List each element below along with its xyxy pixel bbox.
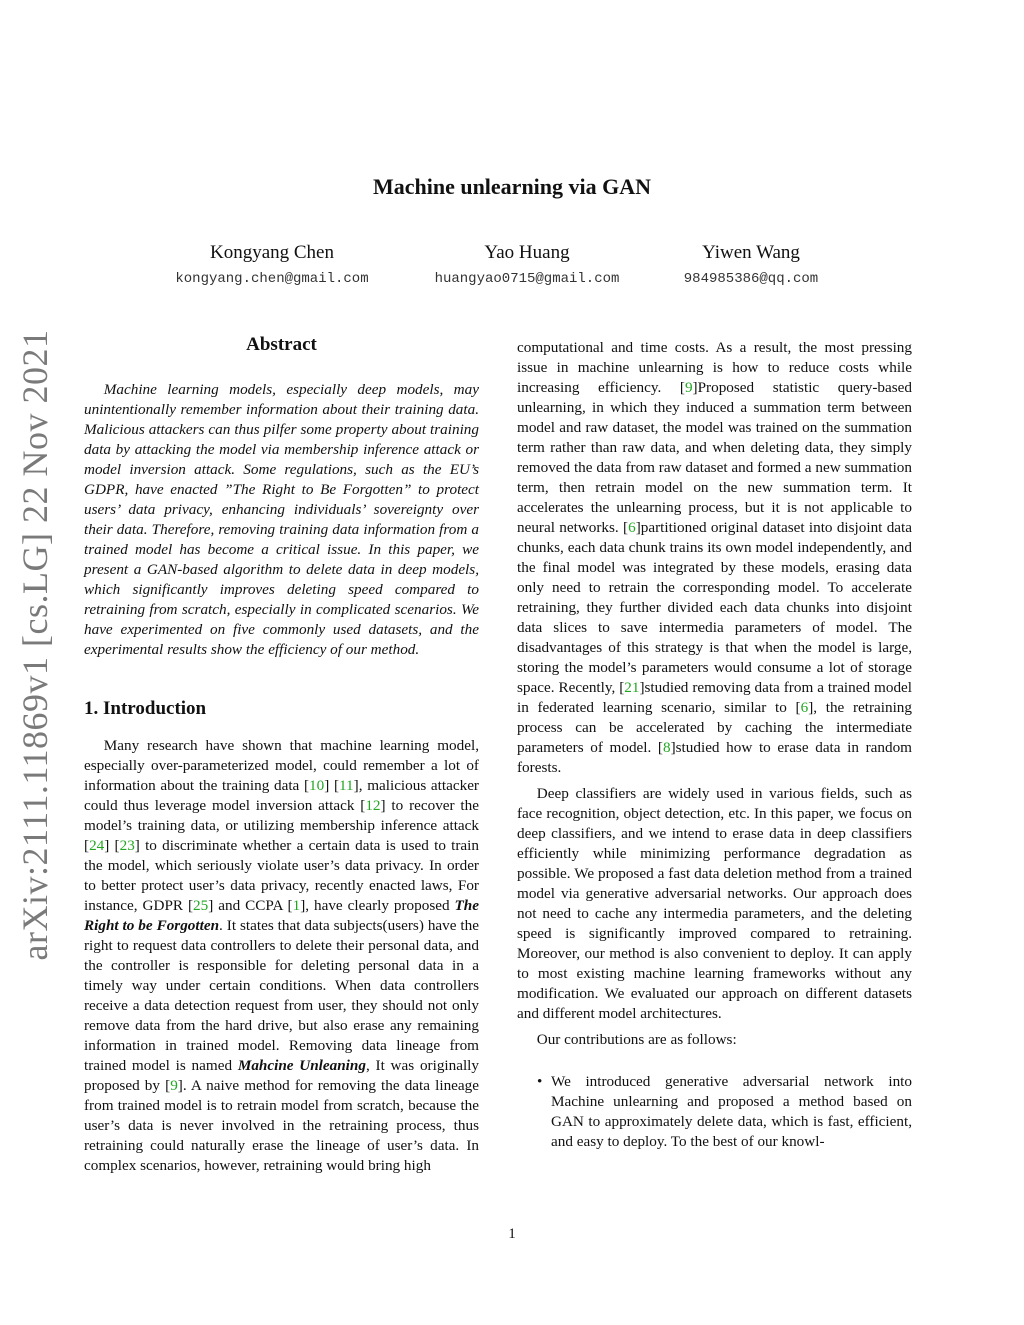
author-name: Yao Huang: [484, 242, 570, 263]
author-email: huangyao0715@gmail.com: [434, 271, 620, 287]
citation-link[interactable]: 11: [339, 777, 354, 794]
paper-title: Machine unlearning via GAN: [372, 174, 652, 199]
arxiv-sidebar: [0, 329, 70, 961]
citation-link[interactable]: 21: [624, 679, 640, 696]
author-email: 984985386@qq.com: [683, 271, 819, 287]
citation-link[interactable]: 1: [292, 897, 301, 914]
author-name: Kongyang Chen: [209, 242, 334, 263]
author-block: [397, 240, 657, 288]
citation-link[interactable]: 8: [663, 739, 671, 756]
arxiv-identifier: arXiv:2111.11869v1 [cs.LG] 22 Nov 2021: [15, 329, 55, 961]
contribution-item: • We introduced generative adversarial network into Machine unlearning and proposed a method based on GAN to approximately delete data, which is fast, efficient, and easy to deploy. To the best of our knowl-: [517, 1072, 912, 1152]
page-number: 1: [508, 1226, 516, 1242]
abstract-text: Machine learning models, especially deep models, may unintentionally remember information about their training data. Malicious attackers can thus pilfer some property about training data by attacking the model via membership inference attack or model inversion attack. Some regulations, such as the EU’s GDPR, have enacted ”The Right to Be Forgotten” to protect users’ data privacy, enhancing individuals’ sovereignty over their data. Therefore, removing training data information from a trained model has become a critical issue. In this paper, we present a GAN-based algorithm to delete data in deep models, which significantly improves deleting speed compared to retraining from scratch, especially in complicated scenarios. We have experimented on five commonly used datasets, and the experimental results show the efficiency of our method.: [84, 381, 479, 658]
introduction-heading: 1. Introduction: [84, 698, 207, 719]
author-email: kongyang.chen@gmail.com: [175, 271, 369, 287]
citation-link[interactable]: 12: [365, 797, 381, 814]
right-column: [517, 338, 912, 1152]
left-column: [84, 334, 479, 1176]
intro-paragraph-2: Deep classifiers are widely used in various fields, such as face recognition, object detection, etc. In this paper, we focus on deep classifiers, and we intend to erase data in deep classifiers efficiently while minimizing performance degradation as possible. We proposed a fast data deletion method from a trained model via generative adversarial networks. Our approach does not need to cache any intermedia parameters, and the deleting speed is significantly improved compared to retraining. Moreover, our method is also convenient to deploy. It can apply to most existing machine learning frameworks without any modification. We evaluated our approach on different datasets and different model architectures.: [517, 785, 912, 1022]
intro-paragraph-1: Many research have shown that machine learning model, especially over-parameterized model, could remember a lot of information about the training data [10] [11], malicious attacker could thus leverage model inversion attack [12] to recover the model’s training data, or utilizing membership inference attack [24] [23] to discriminate whether a certain data is used to train the model, which seriously violate user’s data privacy. In order to better protect user’s data privacy, recently enacted laws, For instance, GDPR [25] and CCPA [1], have clearly proposed The Right to be Forgotten. It states that data subjects(users) have the right to request data controllers to delete their personal data, and the controller is responsible for deleting personal data in a timely way under certain conditions. When data controllers receive a data detection request from user, they should not only remove data from the hard drive, but also erase any remaining information in trained model. Removing data lineage from trained model is named Mahcine Unleaning, It was originally proposed by [9]. A naive method for removing the data lineage from trained model is to retrain model from scratch, because the user’s data is never involved in the retraining process, thus retraining could naturally erase the lineage of user’s data. In complex scenarios, however, retraining would bring high: [84, 737, 479, 1174]
citation-link[interactable]: 10: [309, 777, 325, 794]
author-name: Yiwen Wang: [702, 242, 800, 263]
citation-link[interactable]: 6: [628, 519, 636, 536]
citation-link[interactable]: 23: [119, 837, 135, 854]
emphasis-term: The Right to be Forgotten: [84, 897, 479, 934]
emphasis-term: Mahcine Unleaning: [237, 1057, 366, 1074]
contributions-list: [517, 1072, 912, 1152]
intro-paragraph-3: Our contributions are as follows:: [536, 1031, 737, 1048]
citation-link[interactable]: 24: [89, 837, 105, 854]
intro-paragraph-1-continued: computational and time costs. As a result, the most pressing issue in machine unlearning is how to reduce costs while increasing efficiency. [9]Proposed statistic query-based unlearning, in which they induced a summation term between model and raw dataset, the model was trained on the summation term rather than raw data, and when deleting data, they simply removed the data from raw dataset and formed a new summation term, then retrain model on the new summation term. It accelerates the unlearning process, but it is not applicable to neural networks. [6]partitioned original dataset into disjoint data chunks, each data chunk trains its own model independently, and the final model was integrated by these models, erasing data only need to retrain the corresponding model. To accelerate retraining, they further divided each data chunks into disjoint data slices to save intermedia parameters of model. The disadvantages of this strategy is that when the model is large, storing the model’s parameters would consume a lot of storage space. Recently, [21]studied removing data from a trained model in federated learning scenario, similar to [6], the retraining process can be accelerated by caching the intermediate parameters of model. [8]studied how to erase data in random forests.: [517, 339, 913, 776]
citation-link[interactable]: 9: [170, 1077, 178, 1094]
citation-link[interactable]: 9: [684, 379, 693, 396]
citation-link[interactable]: 6: [800, 699, 809, 716]
abstract-heading: Abstract: [246, 334, 317, 355]
author-block: [621, 240, 881, 288]
citation-link[interactable]: 25: [193, 897, 209, 914]
author-block: [142, 240, 402, 288]
